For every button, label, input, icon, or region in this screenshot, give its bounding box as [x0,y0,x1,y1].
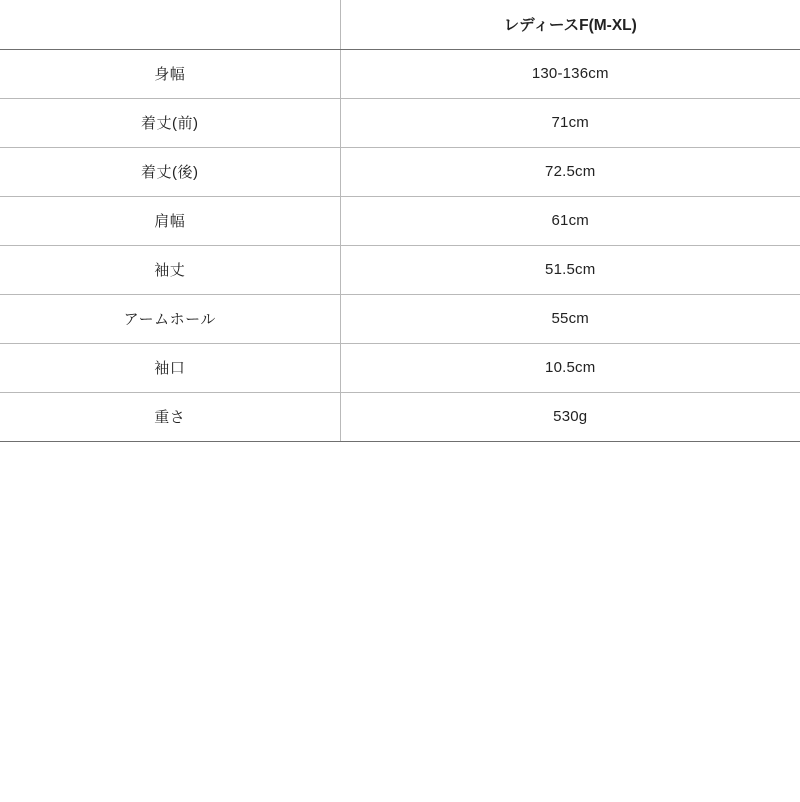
measurement-value: 55cm [340,294,800,343]
measurement-value: 72.5cm [340,147,800,196]
measurement-label: 着丈(後) [0,147,340,196]
measurement-value: 51.5cm [340,245,800,294]
measurement-label: アームホール [0,294,340,343]
measurement-label: 袖口 [0,343,340,392]
measurement-value: 71cm [340,98,800,147]
measurement-label: 袖丈 [0,245,340,294]
measurement-value: 10.5cm [340,343,800,392]
table-row [0,343,800,392]
table-row [0,294,800,343]
measurement-value: 61cm [340,196,800,245]
measurement-value: 530g [340,392,800,441]
table-row [0,196,800,245]
table-row [0,98,800,147]
header-size-cell: レディースF(M-XL) [340,0,800,49]
table-header-row [0,0,800,49]
table-row [0,147,800,196]
measurement-label: 重さ [0,392,340,441]
measurement-label: 身幅 [0,49,340,98]
table-row [0,49,800,98]
table-row [0,245,800,294]
page-bottom-whitespace [0,442,800,802]
measurement-value: 130-136cm [340,49,800,98]
measurement-label: 肩幅 [0,196,340,245]
size-table-body [0,49,800,441]
header-blank-cell [0,0,340,49]
measurement-label: 着丈(前) [0,98,340,147]
table-row [0,392,800,441]
size-table-header [0,0,800,49]
